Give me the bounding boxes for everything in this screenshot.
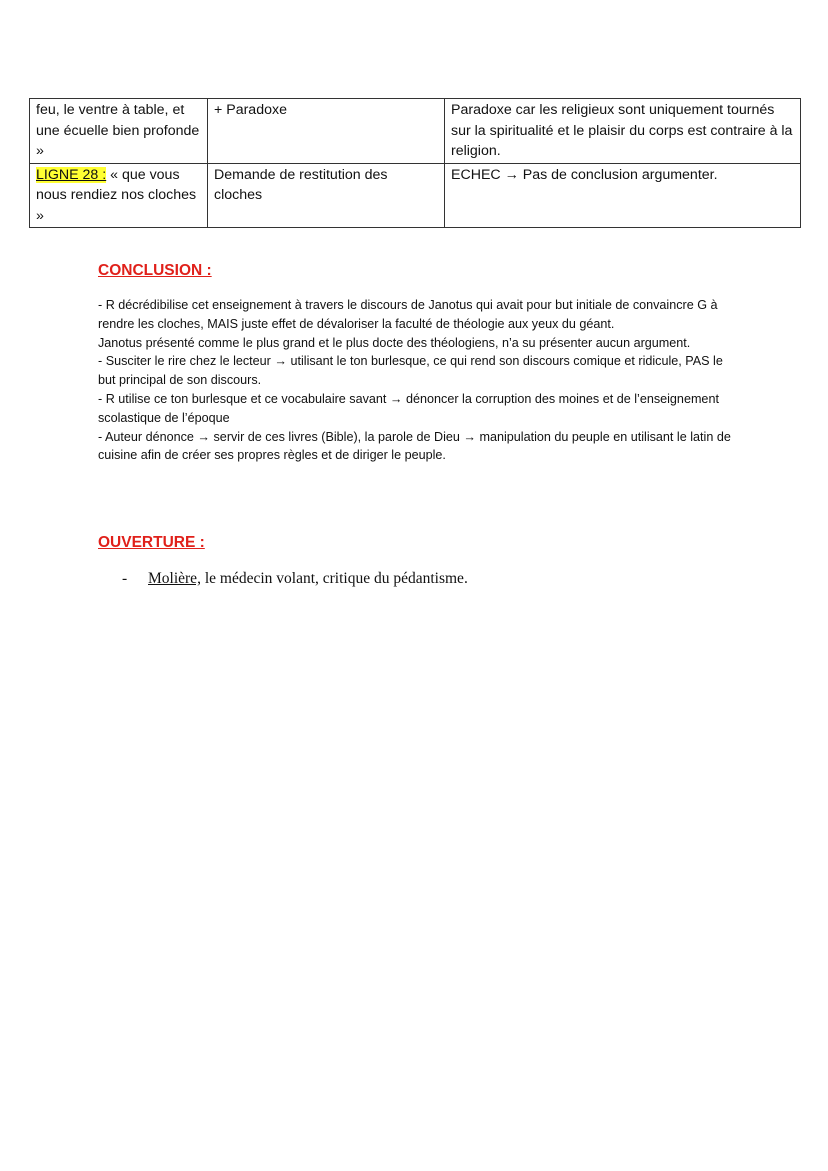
table-cell-process: Demande de restitution des cloches xyxy=(208,163,445,228)
table-row xyxy=(30,99,801,164)
author-name: Molière, xyxy=(148,570,201,587)
table-cell-process: + Paradoxe xyxy=(208,99,445,164)
line-reference-highlight: LIGNE 28 : xyxy=(36,166,107,183)
table-cell-interpretation: ECHEC → Pas de conclusion argumenter. xyxy=(445,163,801,228)
conclusion-paragraph: Janotus présenté comme le plus grand et le plus docte des théologiens, n’a su présenter aucun argument. xyxy=(98,335,691,350)
ouverture-heading: OUVERTURE : xyxy=(98,534,205,551)
table-cell-quote xyxy=(30,163,208,228)
conclusion-body xyxy=(98,296,738,465)
table-cell-quote: feu, le ventre à table, et une écuelle bien profonde » xyxy=(30,99,208,164)
conclusion-paragraph: - Auteur dénonce → servir de ces livres (Bible), la parole de Dieu → manipulation du peuple en utilisant le latin de cuisine afin de créer ses propres règles et de diriger le peuple. xyxy=(98,429,731,463)
ouverture-text: le médecin volant, critique du pédantisme. xyxy=(200,570,468,587)
quote-text: « que vous nous rendiez nos cloches » xyxy=(36,166,197,224)
ouverture-list-item xyxy=(122,570,468,588)
analysis-table xyxy=(29,98,801,228)
conclusion-paragraph: - R décrédibilise cet enseignement à travers le discours de Janotus qui avait pour but initiale de convaincre G à rendre les cloches, MAIS juste effet de dévaloriser la faculté de théologie aux yeux du géant. xyxy=(98,298,718,331)
table-cell-interpretation: Paradoxe car les religieux sont uniquement tournés sur la spiritualité et le plaisir du corps est contraire à la religion. xyxy=(445,99,801,164)
conclusion-paragraph: - R utilise ce ton burlesque et ce vocabulaire savant → dénoncer la corruption des moines et de l’enseignement scolastique de l’époque xyxy=(98,391,719,425)
conclusion-heading: CONCLUSION : xyxy=(98,262,212,279)
conclusion-paragraph: - Susciter le rire chez le lecteur → utilisant le ton burlesque, ce qui rend son discours comique et ridicule, PAS le but principal de son discours. xyxy=(98,354,723,388)
table-row xyxy=(30,163,801,228)
bullet-dash: - xyxy=(122,570,128,587)
